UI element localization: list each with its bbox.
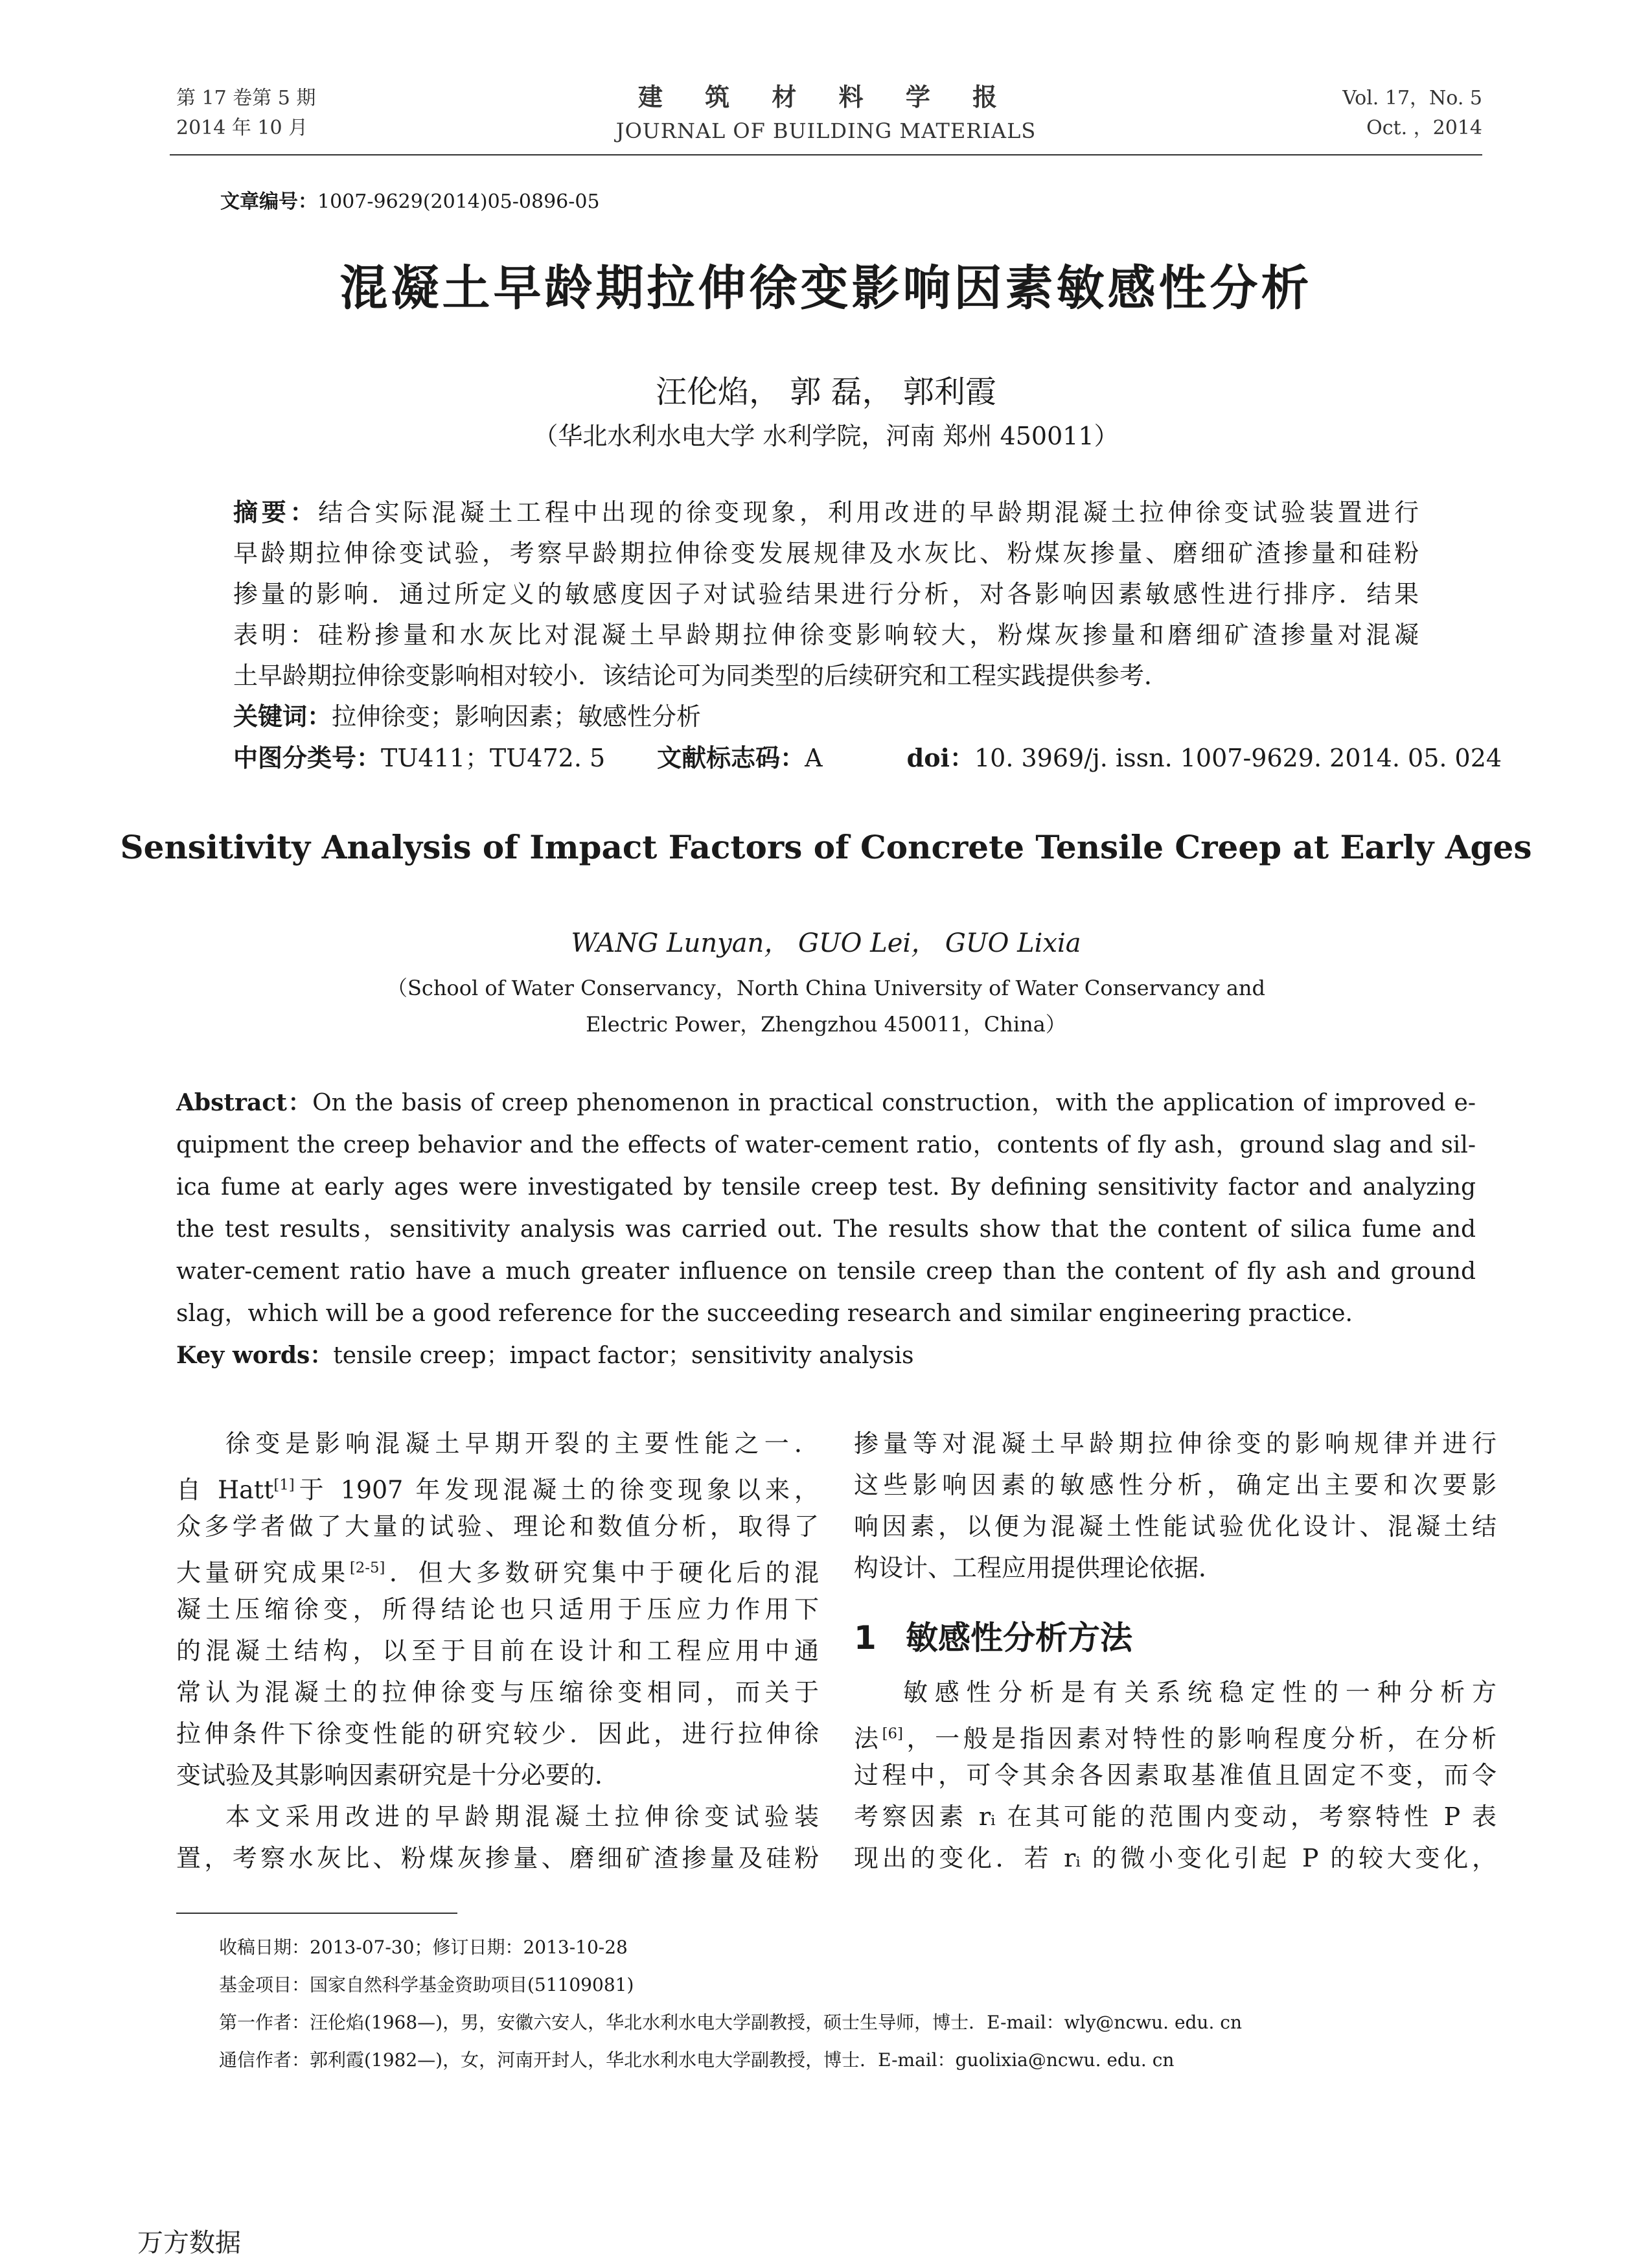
body-line: 常认为混凝土的拉伸徐变与压缩徐变相同，而关于 xyxy=(176,1678,819,1707)
footnote-corresponding: 通信作者：郭利霞(1982—)，女，河南开封人，华北水利水电大学副教授，博士．E-mail：guolixia@ncwu. edu. cn xyxy=(219,2049,1175,2071)
title-en: Sensitivity Analysis of Impact Factors of Concrete Tensile Creep at Early Ages xyxy=(120,828,1532,866)
abstract-en-line: the test results，sensitivity analysis was carried out. The results show that the content of silica fume and xyxy=(176,1216,1476,1243)
body-line: 凝土压缩徐变，所得结论也只适用于压应力作用下 xyxy=(176,1595,819,1624)
citation-ref[interactable]: [2-5] xyxy=(349,1559,385,1576)
authors-cn: 汪伦焰， 郭 磊， 郭利霞 xyxy=(656,374,996,410)
body-line: 掺量等对混凝土早龄期拉伸徐变的影响规律并进行 xyxy=(854,1429,1497,1458)
abstract-en-text: On the basis of creep phenomenon in practical construction，with the application of improved e- xyxy=(312,1090,1476,1116)
keywords-cn xyxy=(233,696,1419,737)
keywords-en-label: Key words： xyxy=(176,1342,334,1369)
header-date: 2014 年 10 月 xyxy=(176,117,308,139)
article-number-value: 1007-9629(2014)05-0896-05 xyxy=(317,190,600,213)
affiliation-cn: （华北水利水电大学 水利学院，河南 郑州 450011） xyxy=(533,422,1119,450)
abstract-cn-text: 结合实际混凝土工程中出现的徐变现象，利用改进的早龄期混凝土拉伸徐变试验装置进行 xyxy=(318,498,1419,527)
affiliation-en-line: （School of Water Conservancy，North China University of Water Conservancy and xyxy=(386,976,1266,1000)
doi-value: 10. 3969/j. issn. 1007-9629. 2014. 05. 024 xyxy=(974,744,1502,772)
footnote-rule xyxy=(176,1913,457,1914)
header-journal-cn: 建 筑 材 料 学 报 xyxy=(637,82,1015,111)
watermark: 万方数据 xyxy=(137,2228,241,2258)
abstract-cn-line: 掺量的影响．通过所定义的敏感度因子对试验结果进行分析，对各影响因素敏感性进行排序．结果 xyxy=(233,580,1419,608)
body-line: 大量研究成果[2-5]．但大多数研究集中于硬化后的混 xyxy=(176,1558,819,1587)
keywords-en-text: tensile creep；impact factor；sensitivity analysis xyxy=(333,1342,914,1369)
footnote-received: 收稿日期：2013-07-30；修订日期：2013-10-28 xyxy=(219,1937,628,1958)
footnote-fund: 基金项目：国家自然科学基金资助项目(51109081) xyxy=(219,1974,634,1995)
header-volume-issue: 第 17 卷第 5 期 xyxy=(176,87,316,109)
body-line: 自 Hatt[1]于 1907 年发现混凝土的徐变现象以来， xyxy=(176,1475,819,1504)
body-line: 这些影响因素的敏感性分析，确定出主要和次要影 xyxy=(854,1471,1497,1499)
body-line: 考察因素 rᵢ 在其可能的范围内变动，考察特性 P 表 xyxy=(854,1802,1497,1831)
citation-ref[interactable]: [1] xyxy=(273,1477,295,1493)
article-number xyxy=(220,185,600,214)
body-line: 拉伸条件下徐变性能的研究较少．因此，进行拉伸徐 xyxy=(176,1719,819,1748)
body-line: 徐变是影响混凝土早期开裂的主要性能之一． xyxy=(225,1429,819,1458)
abstract-en xyxy=(176,1082,1476,1380)
affiliation-en-line: Electric Power，Zhengzhou 450011，China） xyxy=(586,1012,1066,1037)
body-line: 的混凝土结构，以至于目前在设计和工程应用中通 xyxy=(176,1637,819,1665)
header-volume-en: Vol. 17，No. 5 xyxy=(1342,87,1482,109)
header-date-en: Oct. ，2014 xyxy=(1366,117,1482,139)
body-line: 响因素，以便为混凝土性能试验优化设计、混凝土结 xyxy=(854,1512,1497,1541)
body-line: 构设计、工程应用提供理论依据． xyxy=(854,1554,1224,1582)
section-heading xyxy=(854,1612,1132,1659)
abstract-en-line: slag，which will be a good reference for the succeeding research and similar engineering practice. xyxy=(176,1300,1353,1327)
clc-label: 中图分类号： xyxy=(233,744,382,772)
header-journal-en: JOURNAL OF BUILDING MATERIALS xyxy=(615,119,1037,143)
doc-code-label: 文献标志码： xyxy=(657,744,805,772)
body-line: 现出的变化．若 rᵢ 的微小变化引起 P 的较大变化， xyxy=(854,1844,1497,1872)
abstract-en-line: water-cement ratio have a much greater influence on tensile creep than the content of fly ash and ground xyxy=(176,1258,1476,1285)
body-line: 变试验及其影响因素研究是十分必要的． xyxy=(176,1761,620,1789)
keywords-en xyxy=(176,1335,1476,1377)
article-number-label: 文章编号： xyxy=(220,190,317,213)
section-number: 1 xyxy=(854,1619,877,1657)
title-cn: 混凝土早龄期拉伸徐变影响因素敏感性分析 xyxy=(339,260,1313,316)
classification-row xyxy=(233,737,1502,779)
abstract-cn xyxy=(233,492,1502,777)
authors-en: WANG Lunyan， GUO Lei， GUO Lixia xyxy=(571,928,1081,958)
abstract-en-line: quipment the creep behavior and the effects of water-cement ratio，contents of fly ash，ground slag and sil- xyxy=(176,1132,1476,1158)
doi-label: doi： xyxy=(906,743,974,772)
abstract-en-label: Abstract： xyxy=(176,1089,313,1116)
body-line: 置，考察水灰比、粉煤灰掺量、磨细矿渣掺量及硅粉 xyxy=(176,1844,819,1872)
body-line: 法[6]，一般是指因素对特性的影响程度分析，在分析 xyxy=(854,1724,1497,1753)
clc-value: TU411；TU472. 5 xyxy=(381,744,606,772)
abstract-cn-line xyxy=(233,492,1419,533)
doc-code-value: A xyxy=(805,744,823,772)
keywords-cn-label: 关键词： xyxy=(233,702,332,731)
body-line: 过程中，可令其余各因素取基准值且固定不变，而令 xyxy=(854,1761,1497,1789)
abstract-cn-line: 表明：硅粉掺量和水灰比对混凝土早龄期拉伸徐变影响较大，粉煤灰掺量和磨细矿渣掺量对混凝 xyxy=(233,621,1419,649)
abstract-cn-label: 摘要： xyxy=(233,498,319,527)
body-line: 敏感性分析是有关系统稳定性的一种分析方 xyxy=(903,1678,1497,1707)
citation-ref[interactable]: [6] xyxy=(882,1725,903,1742)
abstract-en-line xyxy=(176,1082,1476,1124)
body-line: 众多学者做了大量的试验、理论和数值分析，取得了 xyxy=(176,1512,819,1541)
footnote-first-author: 第一作者：汪伦焰(1968—)，男，安徽六安人，华北水利水电大学副教授，硕士生导师，博士．E-mail：wly@ncwu. edu. cn xyxy=(219,2012,1242,2033)
section-title: 敏感性分析方法 xyxy=(906,1619,1132,1657)
header-rule xyxy=(170,154,1482,155)
abstract-cn-line: 土早龄期拉伸徐变影响相对较小．该结论可为同类型的后续研究和工程实践提供参考． xyxy=(233,661,1169,690)
keywords-cn-text: 拉伸徐变；影响因素；敏感性分析 xyxy=(332,702,702,731)
abstract-cn-line: 早龄期拉伸徐变试验，考察早龄期拉伸徐变发展规律及水灰比、粉煤灰掺量、磨细矿渣掺量和硅粉 xyxy=(233,539,1419,568)
body-line: 本文采用改进的早龄期混凝土拉伸徐变试验装 xyxy=(225,1802,819,1831)
abstract-en-line: ica fume at early ages were investigated by tensile creep test. By defining sensitivity factor and analyzing xyxy=(176,1174,1476,1201)
